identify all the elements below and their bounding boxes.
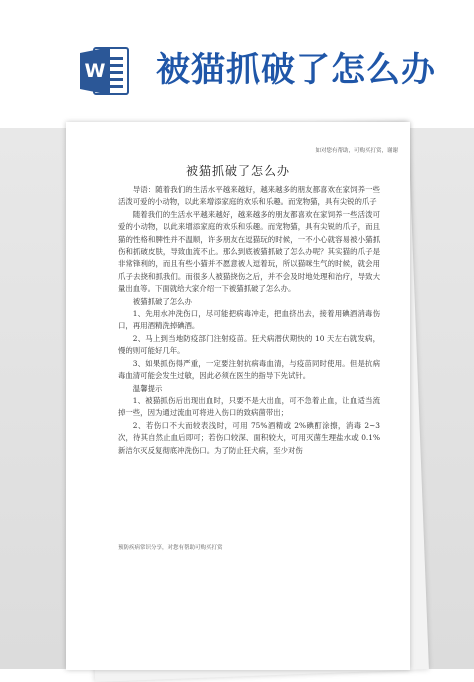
word-logo-letter: W — [84, 60, 106, 82]
paragraph: 随着我们的生活水平越来越好，越来越多的朋友都喜欢在家饲养一些活泼可爱的小动物，以此来增添家庭的欢乐和乐趣。而宠物猫，具有尖锐的爪子，而且猫的性格和脾性并不温顺，许多朋友在逗猫玩的时候，一不小心就容易被小猫抓伤和抓破皮肤，导致血流不止。那么到底被猫抓破了怎么办呢？其实猫的爪子是非常锋利的，而且有些小猫并不愿意被人逗着玩，所以猫咪生气的时候，就会用爪子去挠和抓我们。而很多人被猫挠伤之后，并不会及时地处理和治疗，导致大量出血等。下面就给大家介绍一下被猫抓破了怎么办。 — [118, 209, 380, 294]
paragraph: 3、如果抓伤得严重，一定要注射抗病毒血清，与疫苗同时使用。但是抗病毒血清可能会发生过敏，因此必须在医生的指导下先试针。 — [118, 358, 380, 381]
document-body — [118, 184, 380, 457]
paragraph-intro: 导语：随着我们的生活水平越来越好，越来越多的朋友都喜欢在家饲养一些活泼可爱的小动物，以此来增添家庭的欢乐和乐趣。而宠物猫，具有尖锐的爪子 — [118, 185, 380, 207]
paragraph: 1、先用水冲洗伤口，尽可能把病毒冲走，把血挤出去，接着用碘酒消毒伤口，再用酒精洗掉碘酒。 — [118, 309, 380, 331]
paragraph: 2、若伤口不大而较表浅时，可用 75%酒精或 2%碘酊涂擦，消毒 2~3 次，待其自然止血后即可；若伤口较深、面积较大，可用灭菌生理盐水或 0.1%新洁尔灭反复彻底冲洗伤口。为了防止狂犬病，至少对伤 — [118, 420, 380, 455]
paragraph: 1、被猫抓伤后出现出血时，只要不是大出血，可不急着止血，让血适当流掉一些，因为通过流血可将进入伤口的致病菌带出； — [118, 395, 380, 418]
paragraph: 2、马上到当地防疫部门注射疫苗。狂犬病潜伏期快的 10 天左右就发病，慢的则可能好几年。 — [118, 333, 380, 356]
section-heading: 被猫抓破了怎么办 — [132, 296, 192, 306]
banner — [0, 0, 474, 128]
document-page — [66, 122, 410, 670]
document-title: 被猫抓破了怎么办 — [185, 164, 290, 178]
footer-note: 预防疾病常识分享，对您有帮助可购买打赏 — [118, 545, 223, 551]
header-note: 如对您有帮助，可购买打赏，谢谢 — [315, 148, 398, 154]
section-heading: 温馨提示 — [132, 383, 163, 393]
banner-title: 被猫抓破了怎么办 — [156, 50, 436, 90]
word-document-icon — [80, 44, 130, 98]
